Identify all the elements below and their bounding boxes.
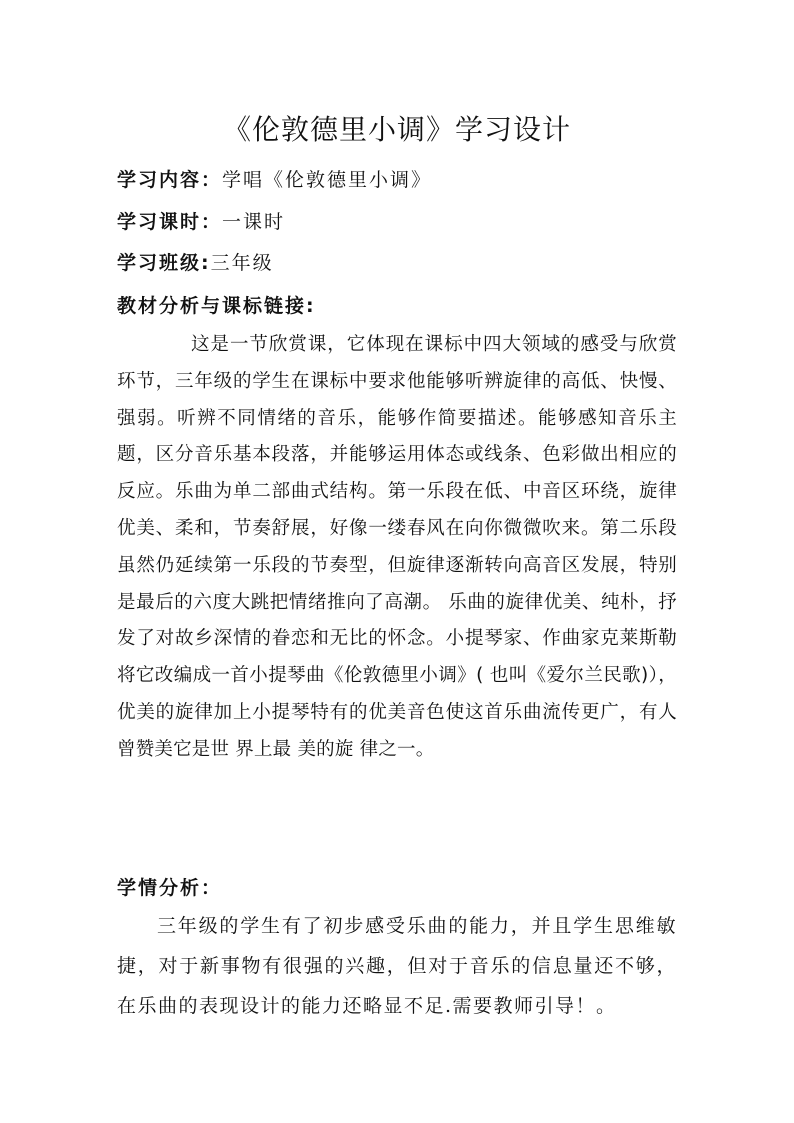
learning-content-value: 学唱《伦敦德里小调》	[222, 169, 433, 191]
textbook-analysis-body: 这是一节欣赏课，它体现在课标中四大领域的感受与欣赏环节，三年级的学生在课标中要求他能够听辨旋律的高低、快慢、强弱。听辨不同情绪的音乐，能够作简要描述。能够感知音乐主题，区分音乐基本段落，并能够运用体态或线条、色彩做出相应的反应。乐曲为单二部曲式结构。第一乐段在低、中音区环绕，旋律优美、柔和，节奏舒展，好像一缕春风在向你微微吹来。第二乐段虽然仍延续第一乐段的节奏型，但旋律逐渐转向高音区发展，特别是最后的六度大跳把情绪推向了高潮。 乐曲的旋律优美、纯朴，抒发了对故乡深情的眷恋和无比的怀念。小提琴家、作曲家克莱斯勒将它改编成一首小提琴曲《伦敦德里小调》( 也叫《爱尔兰民歌)），优美的旋律加上小提琴特有的优美音色使这首乐曲流传更广，有人曾赞美它是世 界上最 美的旋 律之一。	[117, 334, 677, 760]
textbook-analysis-heading: 教材分析与课标链接:	[117, 295, 316, 317]
student-analysis-heading: 学情分析：	[117, 877, 223, 899]
learning-content-line	[117, 168, 432, 192]
document-title: 《伦敦德里小调》学习设计	[222, 113, 571, 146]
lesson-period-label: 学习课时：	[117, 211, 223, 233]
student-analysis-body: 三年级的学生有了初步感受乐曲的能力，并且学生思维敏捷，对于新事物有很强的兴趣，但对于音乐的信息量还不够，在乐曲的表现设计的能力还略显不足.需要教师引导！。	[117, 915, 677, 1017]
lesson-period-line	[117, 210, 285, 234]
class-grade-line	[117, 251, 274, 275]
lesson-period-value: 一课时	[222, 211, 286, 233]
class-grade-value: 三年级	[210, 252, 274, 274]
learning-content-label: 学习内容：	[117, 169, 223, 191]
class-grade-label: 学习班级:	[117, 252, 211, 274]
